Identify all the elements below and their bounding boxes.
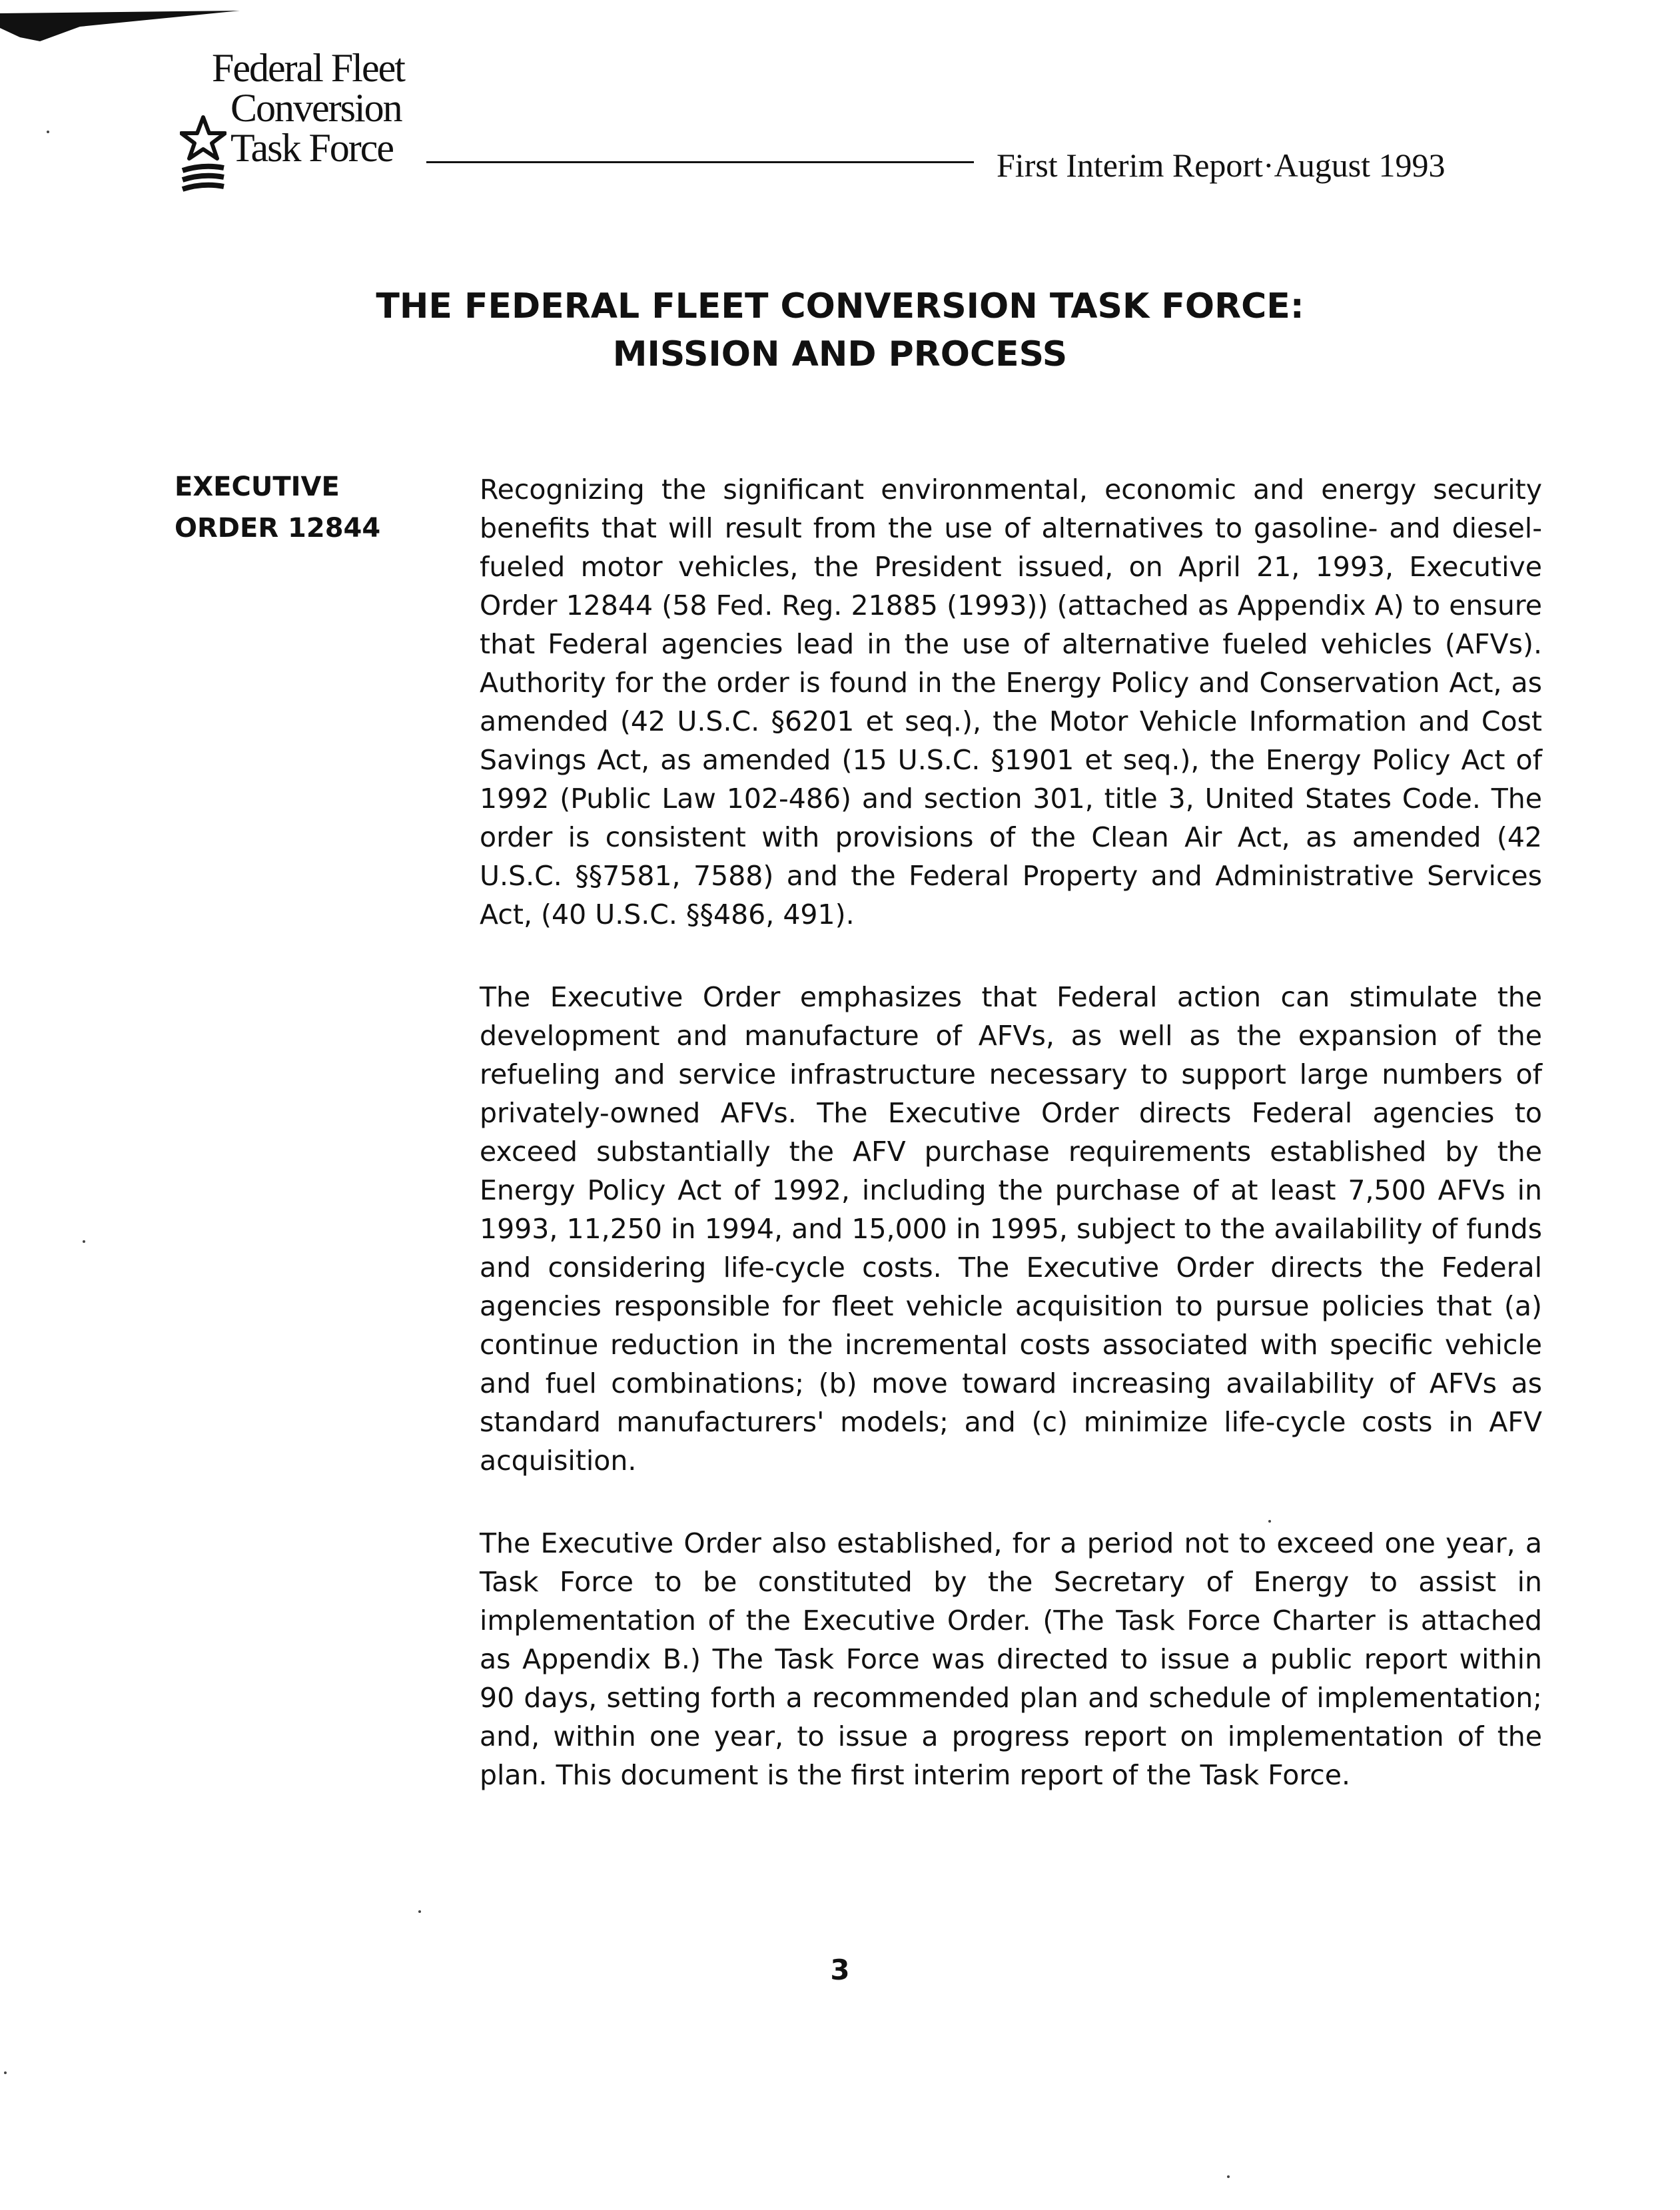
scan-speck — [418, 1910, 421, 1913]
page-title-line-1: THE FEDERAL FLEET CONVERSION TASK FORCE: — [376, 286, 1304, 326]
star-stripes-icon — [180, 115, 226, 194]
scan-speck — [1227, 2175, 1230, 2178]
logo-line-2: Conversion — [230, 86, 402, 130]
logo-line-3: Task Force — [230, 126, 394, 170]
section-heading-line-1: EXECUTIVE — [175, 472, 340, 502]
logo-line-1: Federal Fleet — [212, 46, 404, 90]
section-heading — [175, 466, 428, 549]
page-title-line-2: MISSION AND PROCESS — [612, 334, 1068, 374]
report-label: First Interim Report·August 1993 — [997, 147, 1446, 184]
paragraph: The Executive Order also established, for a period not to exceed one year, a Task Force to be constituted by the Secretary of Energy to assist in implementation of the Executive Order. (The Task Force Charter is attached as Appendix B.) The Task Force was directed to issue a public report within 90 days, setting forth a recommended plan and schedule of implementation; and, within one year, to issue a progress report on implementation of the plan. This document is the first interim report of the Task Force. — [480, 1527, 1542, 1791]
header-rule — [426, 161, 974, 163]
page-number: 3 — [830, 1954, 850, 1986]
page-title — [0, 282, 1680, 378]
scan-speck — [1268, 1520, 1271, 1523]
scan-speck — [83, 1240, 85, 1243]
paragraph: Recognizing the significant environmental, economic and energy security benefits that will result from the use of alternatives to gasoline- and diesel-fueled motor vehicles, the President issued, on April 21, 1993, Executive Order 12844 (58 Fed. Reg. 21885 (1993)) (attached as Appendix A) to ensure that Federal agencies lead in the use of alternative fueled vehicles (AFVs). Authority for the order is found in the Energy Policy and Conservation Act, as amended (42 U.S.C. §6201 et seq.), the Motor Vehicle Information and Cost Savings Act, as amended (15 U.S.C. §1901 et seq.), the Energy Policy Act of 1992 (Public Law 102-486) and section 301, title 3, United States Code. The order is consistent with provisions of the Clean Air Act, as amended (42 U.S.C. §§7581, 7588) and the Federal Property and Administrative Services Act, (40 U.S.C. §§486, 491). — [480, 474, 1542, 930]
paragraph: The Executive Order emphasizes that Federal action can stimulate the development and manufacture of AFVs, as well as the expansion of the refueling and service infrastructure necessary to support large numbers of privately-owned AFVs. The Executive Order directs Federal agencies to exceed substantially the AFV purchase requirements established by the Energy Policy Act of 1992, including the purchase of at least 7,500 AFVs in 1993, 11,250 in 1994, and 15,000 in 1995, subject to the availability of funds and considering life-cycle costs. The Executive Order directs the Federal agencies responsible for fleet vehicle acquisition to pursue policies that (a) continue reduction in the incremental costs associated with specific vehicle and fuel combinations; (b) move toward increasing availability of AFVs as standard manufacturers' models; and (c) minimize life-cycle costs in AFV acquisition. — [480, 981, 1542, 1477]
body-text — [480, 470, 1542, 1838]
scan-speck — [47, 131, 49, 133]
scan-speck — [4, 2071, 7, 2074]
scan-corner-mark — [0, 8, 240, 48]
task-force-logo — [179, 48, 432, 168]
section-heading-line-2: ORDER 12844 — [175, 513, 381, 544]
